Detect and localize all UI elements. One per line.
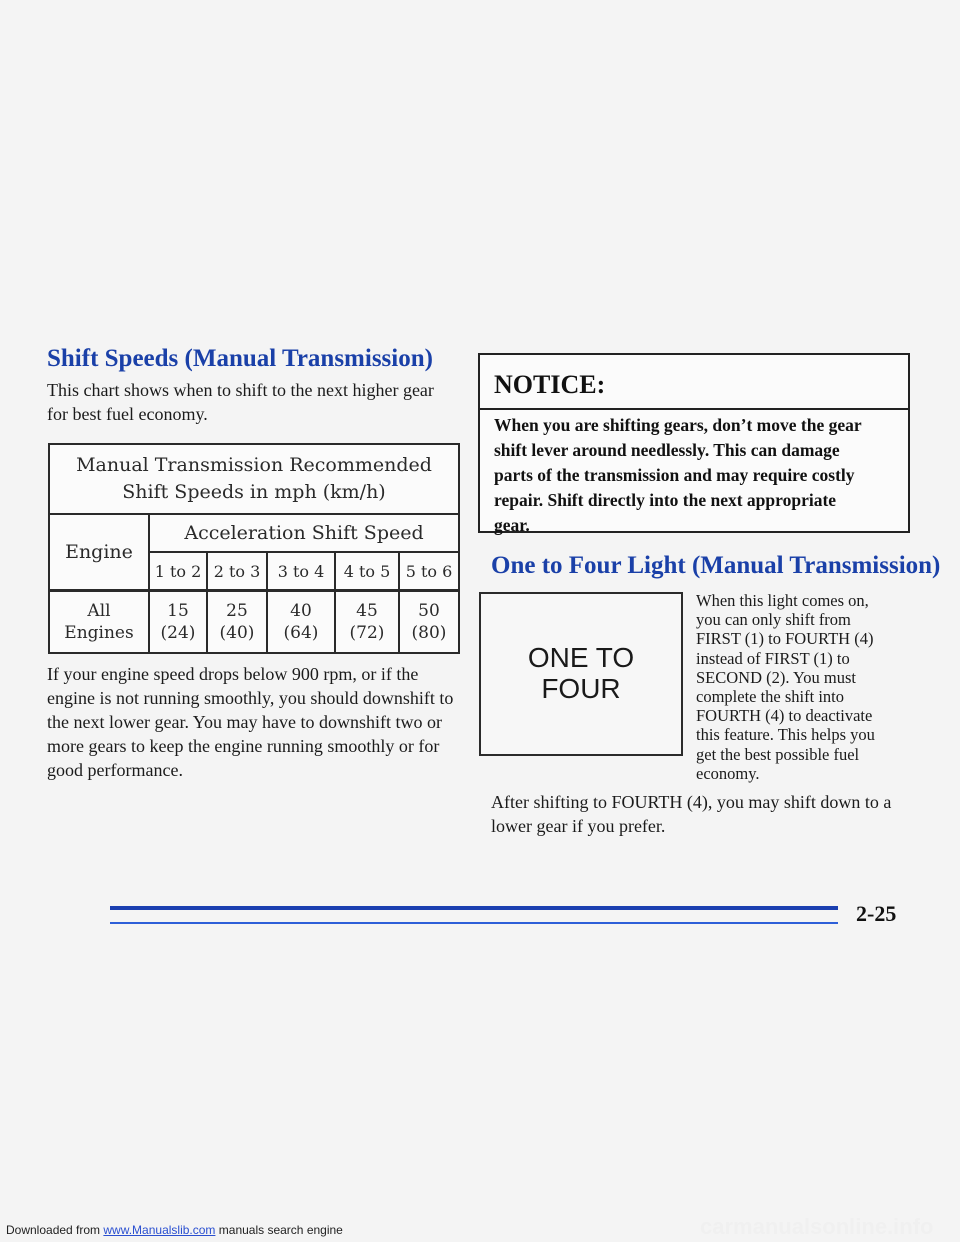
- watermark: carmanualsonline.info: [700, 1214, 934, 1239]
- shift-speeds-heading: Shift Speeds (Manual Transmission): [47, 345, 433, 372]
- table-cell-kmh: (40): [219, 623, 255, 643]
- table-column-header: 2 to 3: [213, 561, 261, 581]
- downshift-line: the next lower gear. You may have to downshift two or: [47, 712, 442, 732]
- footer-rule-top: [110, 906, 838, 910]
- after-shifting-paragraph: [491, 790, 891, 838]
- after-shifting-line: After shifting to FOURTH (4), you may shift down to a: [491, 792, 892, 812]
- downshift-line: If your engine speed drops below 900 rpm, or if the: [47, 664, 419, 684]
- notice-box: [478, 353, 910, 533]
- table-cell-kmh: (72): [349, 623, 385, 643]
- table-cell: [336, 592, 398, 652]
- intro-paragraph: [47, 378, 434, 426]
- description-line: this feature. This helps you: [696, 725, 875, 745]
- table-cell-mph: 25: [226, 601, 248, 621]
- table-cell-mph: 45: [356, 601, 378, 621]
- downshift-line: engine is not running smoothly, you should downshift to: [47, 688, 454, 708]
- table-title: [50, 445, 458, 513]
- table-cell: [268, 592, 334, 652]
- table-column-header: 5 to 6: [405, 561, 453, 581]
- light-label-line: ONE TO: [527, 642, 635, 673]
- one-to-four-light: [479, 592, 683, 756]
- light-label-line: FOUR: [541, 673, 621, 704]
- after-shifting-line: lower gear if you prefer.: [491, 816, 666, 836]
- table-cell-kmh: (24): [160, 623, 196, 643]
- downshift-line: good performance.: [47, 760, 183, 780]
- one-to-four-heading: One to Four Light (Manual Transmission): [491, 552, 941, 579]
- notice-line: parts of the transmission and may require costly: [494, 465, 855, 485]
- table-cell-mph: 40: [290, 601, 312, 621]
- table-row-label-line: Engines: [64, 623, 134, 643]
- download-credit: [6, 1223, 343, 1237]
- description-line: FIRST (1) to FOURTH (4): [696, 629, 874, 649]
- table-group-header: Acceleration Shift Speed: [184, 522, 424, 544]
- table-cell-kmh: (80): [411, 623, 447, 643]
- table-cell: [208, 592, 266, 652]
- notice-title: NOTICE:: [494, 370, 606, 399]
- table-column-header: 4 to 5: [343, 561, 391, 581]
- description-line: economy.: [696, 763, 760, 783]
- intro-line: This chart shows when to shift to the next higher gear: [47, 380, 434, 400]
- notice-text: [494, 413, 862, 538]
- downshift-paragraph: [47, 662, 453, 782]
- table-cell: [150, 592, 206, 652]
- table-cell: [400, 592, 458, 652]
- table-cell-mph: 15: [167, 601, 189, 621]
- description-line: complete the shift into: [696, 687, 845, 707]
- download-prefix: Downloaded from: [6, 1223, 104, 1237]
- footer-rule-bottom: [110, 922, 838, 924]
- download-suffix: manuals search engine: [215, 1223, 343, 1237]
- description-line: FOURTH (4) to deactivate: [696, 706, 873, 726]
- description-line: When this light comes on,: [696, 591, 869, 610]
- table-row-label: [50, 592, 148, 652]
- table-row-label-line: All: [87, 601, 111, 621]
- notice-line: When you are shifting gears, don’t move the gear: [494, 415, 862, 435]
- notice-line: gear.: [494, 515, 530, 535]
- page-number: 2-25: [856, 901, 897, 926]
- table-column-header: 3 to 4: [277, 561, 325, 581]
- table-title-line: Manual Transmission Recommended: [76, 454, 432, 476]
- notice-line: repair. Shift directly into the next appropriate: [494, 490, 837, 510]
- intro-line: for best fuel economy.: [47, 404, 208, 424]
- table-column-header: 1 to 2: [154, 561, 202, 581]
- table-row-header: Engine: [65, 541, 133, 563]
- table-cell-kmh: (64): [283, 623, 319, 643]
- manualslib-link[interactable]: www.Manualslib.com: [103, 1223, 216, 1237]
- table-cell-mph: 50: [418, 601, 440, 621]
- description-line: SECOND (2). You must: [696, 667, 856, 687]
- one-to-four-light-label: [481, 642, 681, 704]
- description-line: you can only shift from: [696, 610, 851, 630]
- downshift-line: more gears to keep the engine running smoothly or for: [47, 736, 440, 756]
- table-title-line: Shift Speeds in mph (km/h): [122, 481, 386, 503]
- notice-divider: [480, 408, 908, 410]
- notice-line: shift lever around needlessly. This can damage: [494, 440, 840, 460]
- description-line: get the best possible fuel: [696, 744, 860, 764]
- one-to-four-description: [696, 591, 875, 783]
- description-line: instead of FIRST (1) to: [696, 648, 850, 668]
- shift-speed-table: [48, 443, 460, 654]
